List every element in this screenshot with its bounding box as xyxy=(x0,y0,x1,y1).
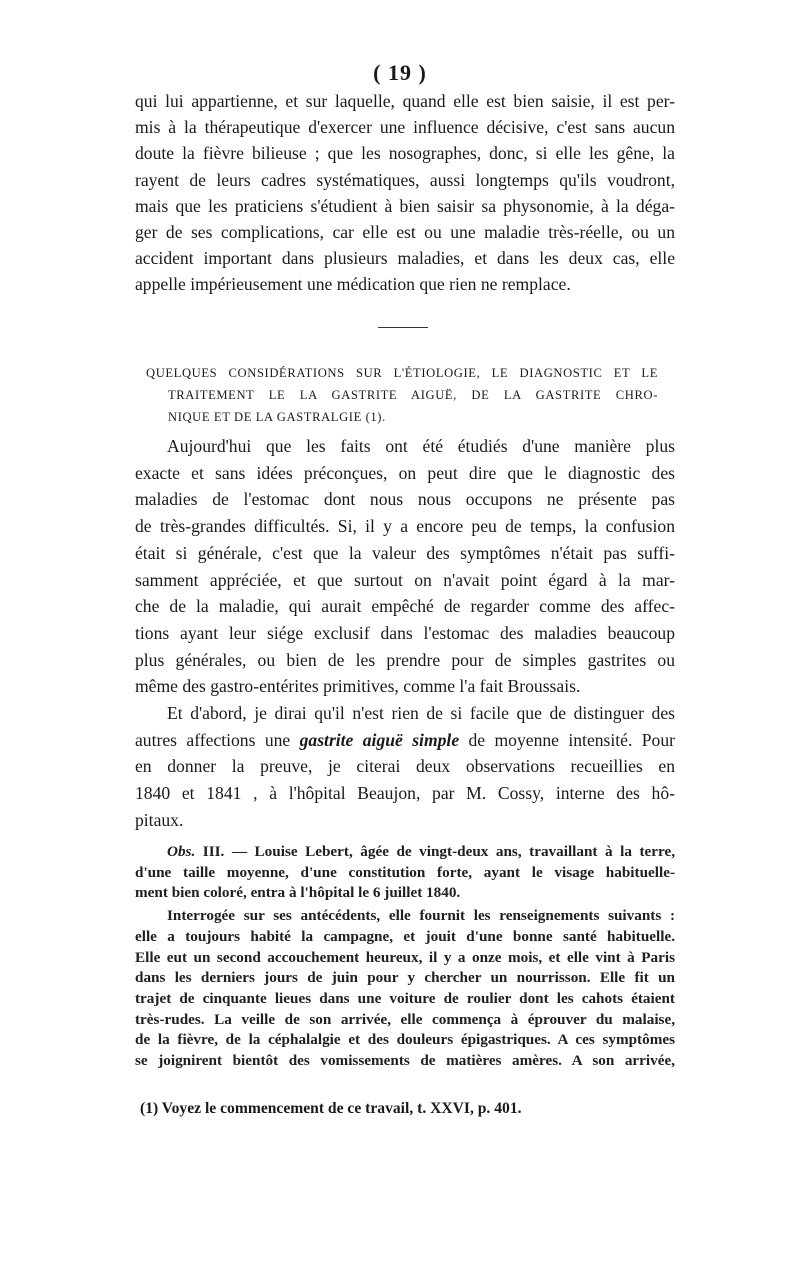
section-separator xyxy=(378,327,428,328)
text-line: accident important dans plusieurs maladies, et dans les deux cas, elle xyxy=(135,248,675,269)
text-line: était si générale, c'est que la valeur des symptômes n'était pas suffi- xyxy=(135,542,675,563)
text-line: maladies de l'estomac dont nous nous occupons ne présente pas xyxy=(135,489,675,510)
text-line: en donner la preuve, je citerai deux observations recueillies en xyxy=(135,756,675,777)
text-line: de très-grandes difficultés. Si, il y a encore peu de temps, la confusion xyxy=(135,516,675,537)
body-text xyxy=(135,433,675,834)
text-line: même des gastro-entérites primitives, comme l'a fait Broussais. xyxy=(135,676,581,697)
paragraph-gastrite xyxy=(135,700,675,834)
text-line xyxy=(135,842,675,863)
heading-line: NIQUE ET DE LA GASTRALGIE (1). xyxy=(168,410,386,424)
text-line: Aujourd'hui que les faits ont été étudiés d'une manière plus xyxy=(167,436,675,456)
observation-label: Obs. xyxy=(167,843,196,860)
text-line: 1840 et 1841 , à l'hôpital Beaujon, par M. Cossy, interne des hô- xyxy=(135,783,675,804)
text-line: se joignirent bientôt des vomissements de matières amères. A son arrivée, xyxy=(135,1052,675,1070)
text-line: d'une taille moyenne, d'une constitution forte, ayant le visage habituelle- xyxy=(135,863,675,881)
observation-block xyxy=(135,842,675,1072)
text-line: elle a toujours habité la campagne, et jouit d'une bonne santé habituelle. xyxy=(135,927,675,945)
text-line: mis à la thérapeutique d'exercer une influence décisive, c'est sans aucun xyxy=(135,117,675,138)
paragraph-diagnostic xyxy=(135,433,675,700)
text-line: qui lui appartienne, et sur laquelle, quand elle est bien saisie, il est per- xyxy=(135,91,675,111)
text-line: Et d'abord, je dirai qu'il n'est rien de si facile que de distinguer des xyxy=(167,703,675,724)
text-line xyxy=(135,727,675,754)
text-line: doute la fièvre bilieuse ; que les nosographes, donc, si elle les gêne, la xyxy=(135,143,675,164)
heading-line: TRAITEMENT LE LA GASTRITE AIGUË, DE LA GASTRITE CHRO- xyxy=(168,388,658,402)
text-line: dans les derniers jours de juin pour y chercher un nourrisson. Elle fit un xyxy=(135,969,675,987)
text-line: ment bien coloré, entra à l'hôpital le 6 juillet 1840. xyxy=(135,884,461,902)
footnote: (1) Voyez le commencement de ce travail, t. XXVI, p. 401. xyxy=(140,1100,522,1117)
page-number: ( 19 ) xyxy=(373,60,427,85)
intro-paragraph xyxy=(135,88,675,298)
observation-history xyxy=(135,906,675,1072)
text-line: de la fièvre, de la céphalalgie et des douleurs épigastriques. A ces symptômes xyxy=(135,1031,675,1049)
text-segment: de moyenne intensité. Pour xyxy=(459,729,675,750)
text-line: rayent de leurs cadres systématiques, aussi longtemps qu'ils voudront, xyxy=(135,169,675,190)
emphasis-text: gastrite aiguë simple xyxy=(299,729,460,750)
text-line: tions ayant leur siége exclusif dans l'estomac des maladies beaucoup xyxy=(135,622,675,643)
text-line: plus générales, ou bien de les prendre pour de simples gastrites ou xyxy=(135,649,675,670)
text-line: mais que les praticiens s'étudient à bien saisir sa physonomie, à la déga- xyxy=(135,195,675,216)
text-line: Interrogée sur ses antécédents, elle fournit les renseignements suivants : xyxy=(167,907,675,925)
text-line: ger de ses complications, car elle est ou une maladie très-réelle, ou un xyxy=(135,222,675,243)
text-segment: III. — Louise Lebert, âgée de vingt-deux ans, travaillant à la terre, xyxy=(195,843,675,860)
text-line: Elle eut un second accouchement heureux, il y a onze mois, et elle vint à Paris xyxy=(135,948,675,966)
text-line: trajet de cinquante lieues dans une voiture de roulier dont les cahots étaient xyxy=(135,989,675,1007)
section-heading xyxy=(146,362,658,428)
text-segment: autres affections une xyxy=(135,729,300,750)
text-line: exacte et sans idées préconçues, on peut dire que le diagnostic des xyxy=(135,462,675,483)
heading-line: QUELQUES CONSIDÉRATIONS SUR L'ÉTIOLOGIE, LE DIAGNOSTIC ET LE xyxy=(146,366,658,380)
text-line: samment appréciée, et que surtout on n'avait point égard à la mar- xyxy=(135,569,675,590)
text-line: appelle impérieusement une médication que rien ne remplace. xyxy=(135,274,571,295)
text-line: très-rudes. La veille de son arrivée, elle commença à éprouver du malaise, xyxy=(135,1010,675,1028)
text-line: che de la maladie, qui aurait empêché de regarder comme des affec- xyxy=(135,596,675,617)
observation-intro xyxy=(135,842,675,904)
text-line: pitaux. xyxy=(135,809,184,830)
